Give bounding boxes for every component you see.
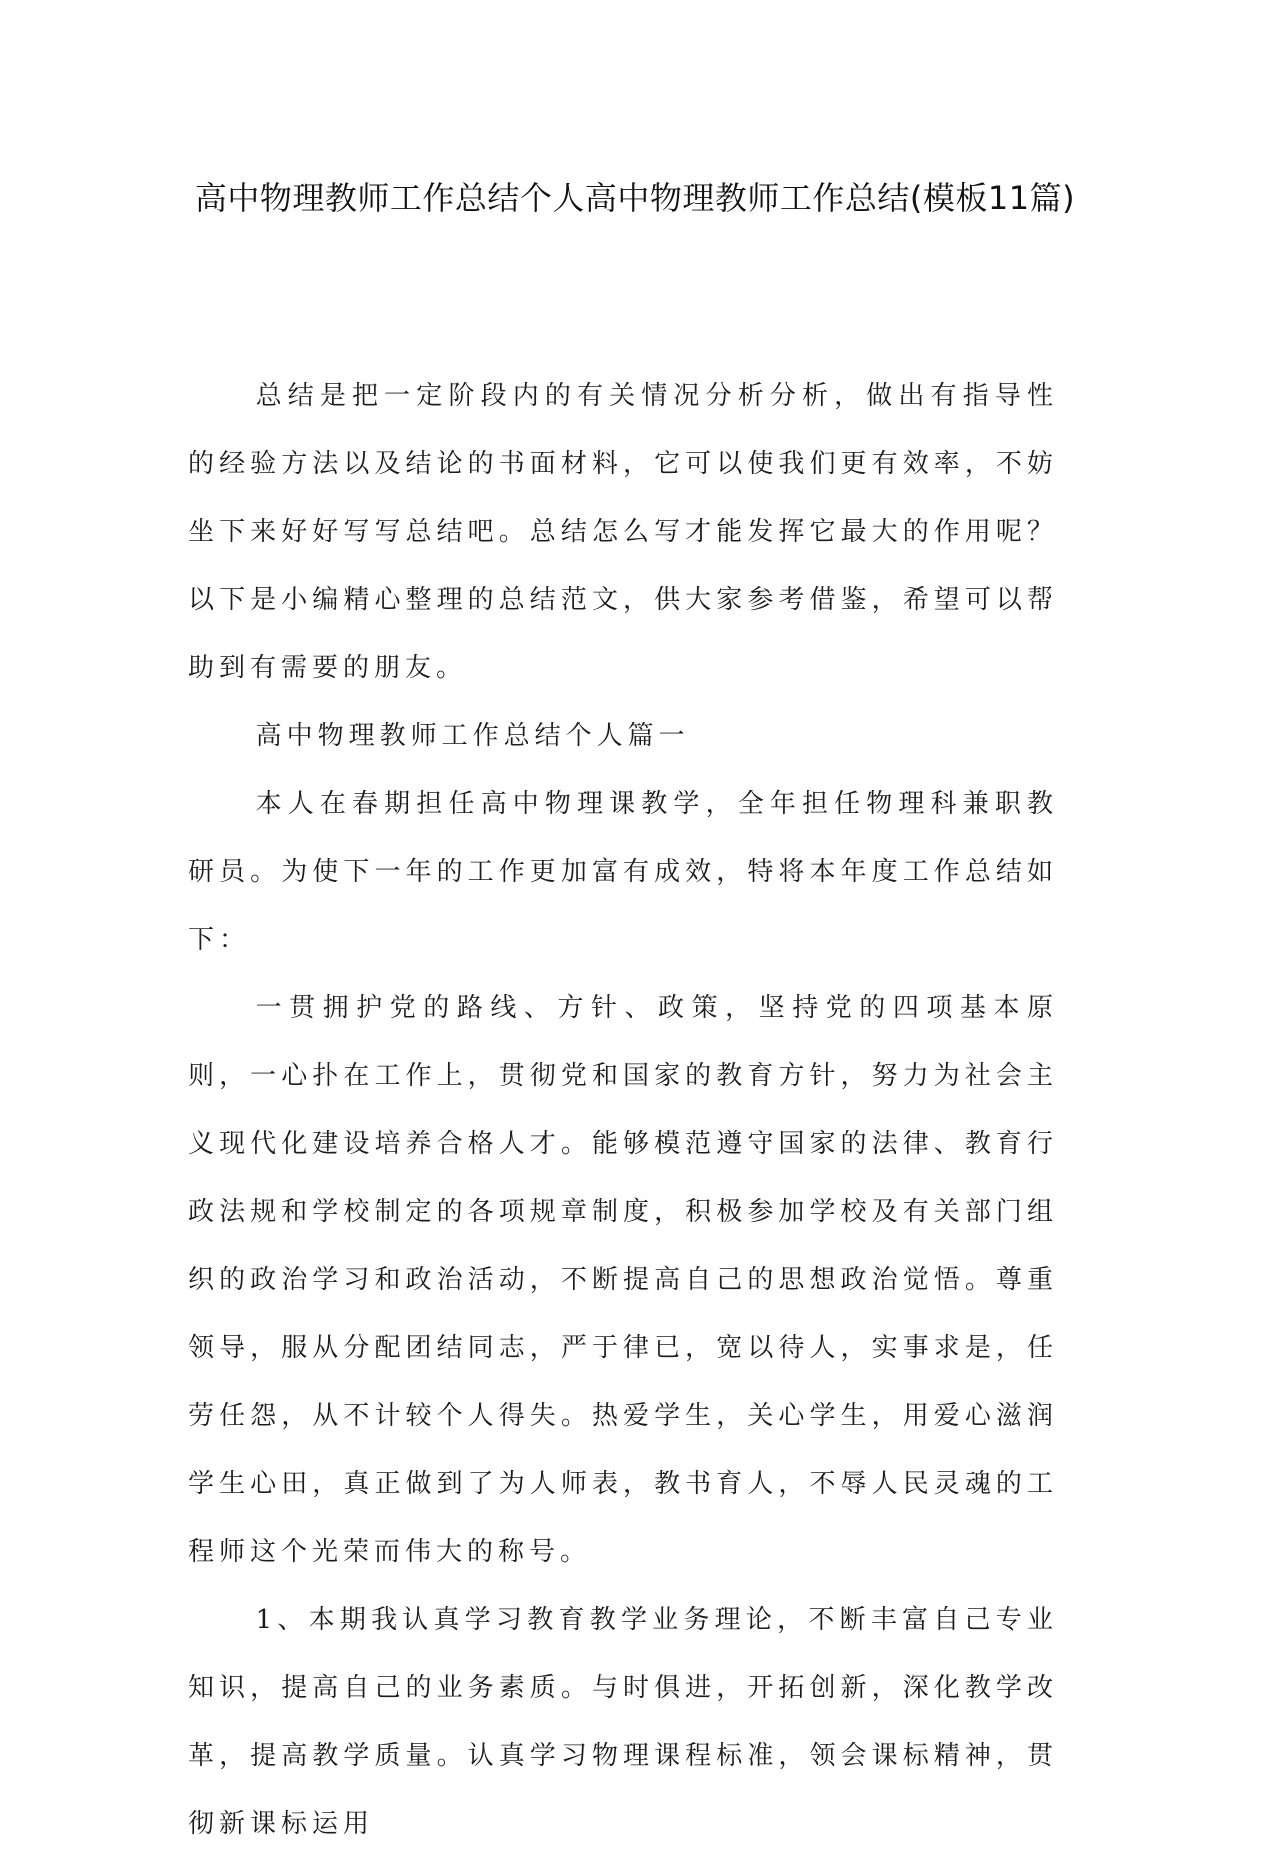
document-title: 高中物理教师工作总结个人高中物理教师工作总结(模板11篇) — [194, 179, 1076, 217]
document-body — [188, 362, 1058, 1858]
body-paragraph: 1、本期我认真学习教育教学业务理论，不断丰富自己专业知识，提高自己的业务素质。与时俱进，开拓创新，深化教学改革，提高教学质量。认真学习物理课程标准，领会课标精神，贯彻新课标运用 — [188, 1605, 1058, 1839]
body-paragraph: 本人在春期担任高中物理课教学，全年担任物理科兼职教研员。为使下一年的工作更加富有成效，特将本年度工作总结如下： — [188, 789, 1058, 955]
intro-paragraph: 总结是把一定阶段内的有关情况分析分析，做出有指导性的经验方法以及结论的书面材料，它可以使我们更有效率，不妨坐下来好好写写总结吧。总结怎么写才能发挥它最大的作用呢？以下是小编精心整理的总结范文，供大家参考借鉴，希望可以帮助到有需要的朋友。 — [188, 381, 1058, 683]
body-paragraph: 一贯拥护党的路线、方针、政策，坚持党的四项基本原则，一心扑在工作上，贯彻党和国家的教育方针，努力为社会主义现代化建设培养合格人才。能够模范遵守国家的法律、教育行政法规和学校制定的各项规章制度，积极参加学校及有关部门组织的政治学习和政治活动，不断提高自己的思想政治觉悟。尊重领导，服从分配团结同志，严于律已，宽以待人，实事求是，任劳任怨，从不计较个人得失。热爱学生，关心学生，用爱心滋润学生心田，真正做到了为人师表，教书育人，不辱人民灵魂的工程师这个光荣而伟大的称号。 — [188, 993, 1058, 1567]
section-heading: 高中物理教师工作总结个人篇一 — [255, 721, 690, 751]
